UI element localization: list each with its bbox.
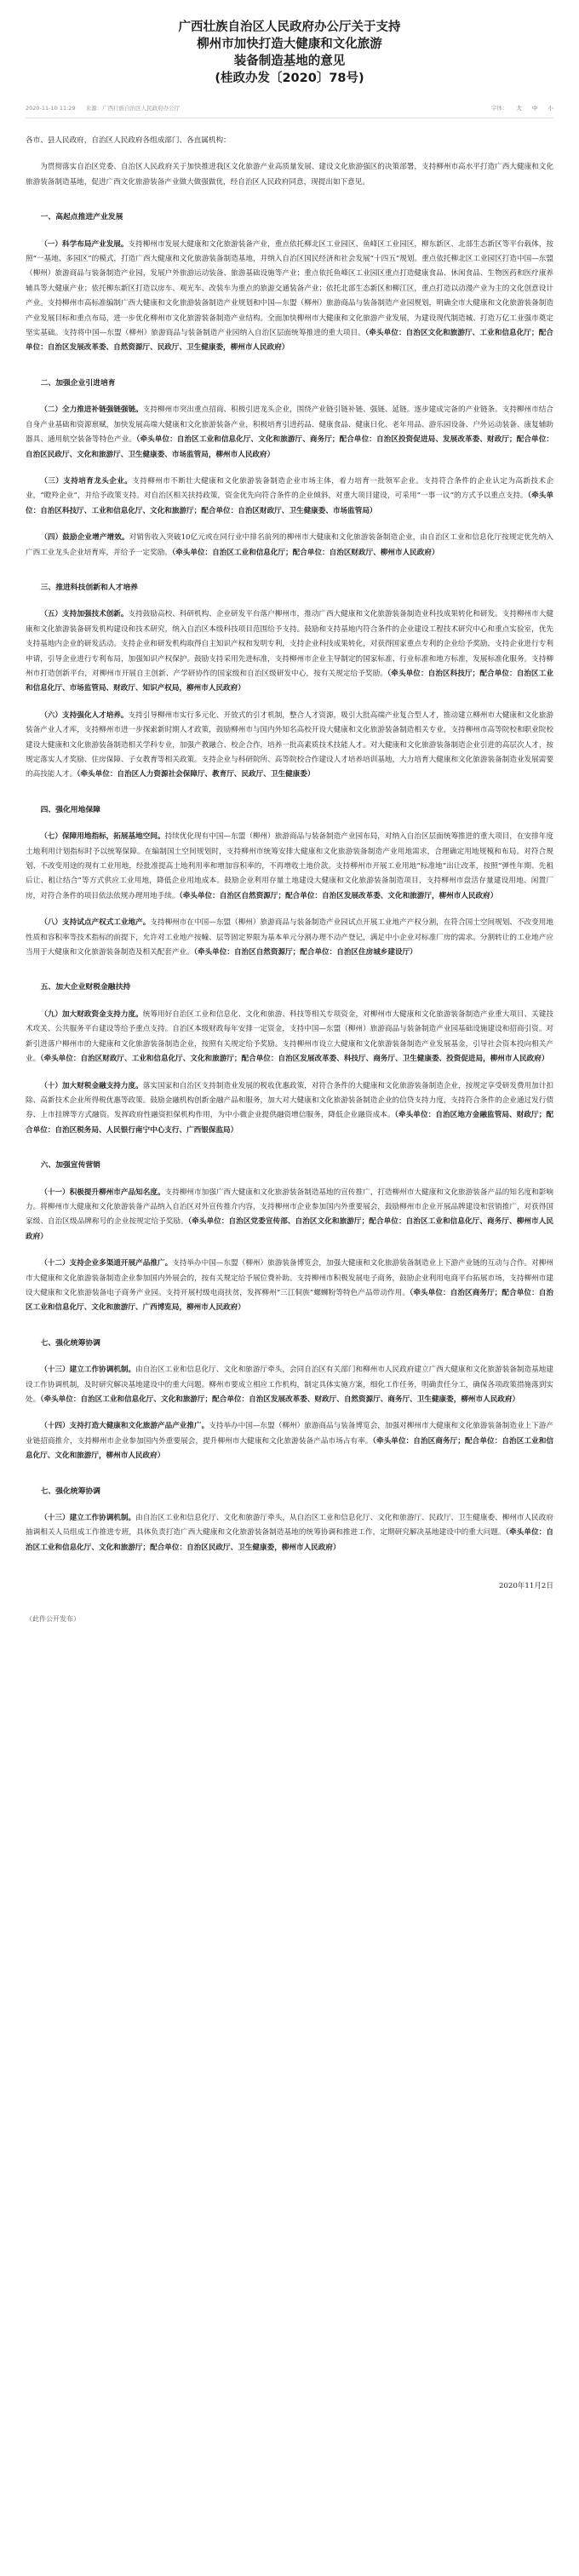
- section-heading: 一、高起点推进产业发展: [40, 213, 123, 222]
- clause-lead: （十二）支持企业多渠道开展产品推广。: [40, 1259, 173, 1268]
- responsible-units: （牵头单位：自治区商务厅；配合单位：自治区工业和信息化厅、文化和旅游厅、广西博览局，柳州市人民政府）: [26, 1288, 554, 1313]
- responsible-units: （牵头单位：自治区科技厅、工业和信息化厅、文化和旅游厅；配合单位：自治区财政厅、卫生健康委、市场监管局）: [26, 492, 554, 515]
- responsible-units: （牵头单位：自治区地方金融监管局、财政厅；配合单位：自治区税务局、人民银行南宁中心支行、广西银保监局）: [26, 1111, 553, 1135]
- responsible-units: （牵头单位：自治区工业和信息化厅；配合单位：自治区财政厅、柳州市人民政府）: [171, 548, 439, 557]
- doc-number: (桂政办发〔2020〕78号): [215, 72, 364, 85]
- section-heading: 七、强化统筹协调: [40, 1486, 100, 1496]
- clause-text: 支持引导柳州市实行多元化、开放式的引才机制，整合人才资源，吸引大批高端产业复合型人才，推动建立柳州市大健康和文化旅游装备产业人才库，支持柳州市进一步探索新时期人才政策，鼓励柳州市与国内外知名高校开设大健康和文化旅游装备制造相关专业，支持柳州市高等院校和职业院校建设大健康和文化旅游装备制造相关学科专业，加强产教融合、校企合作，培养一批高素质技术技能人才。对大健康和文化旅游装备制造企业引进的高层次人才，按规定落实人才奖励、住房保障、子女教育等相关政策。支持企业与科研院所、高等院校合作建设人才培养培训基地，大力培育大健康和文化旅游装备制造业发展需要的高技能人才。: [26, 710, 553, 779]
- clause-paragraph: [26, 607, 553, 696]
- clause-lead: （五）支持加强技术创新。: [40, 610, 129, 619]
- clause-paragraph: [26, 1511, 553, 1555]
- clause-paragraph: [26, 830, 553, 904]
- section-heading: 七、强化统筹协调: [40, 1338, 100, 1348]
- source-label: 来源：广西壮族自治区人民政府办公厅: [85, 105, 181, 112]
- clause-paragraph: [26, 403, 553, 463]
- clause-text: 支持柳州市发展大健康和文化旅游装备产业，重点依托柳北区工业园区、鱼峰区工业园区，柳东新区、北部生态新区等平台载体，按照“一基地、多园区”的模式，打造广西大健康和文化旅游装备制造基地，并纳入自治区国民经济和社会发展“十四五”规划。重点依托柳北区工业园区打造中国—东盟（柳州）旅游商品与装备制造产业园，发展户外旅游运动装备、旅游基础设施等产业；重点依托鱼峰区工业园区重点打造健康食品、休闲食品、生物医药和医疗康养辅具等大健康产业；依托柳东新区打造以房车、观光车、改装车为重点的旅游交通装备产业；依托北部生态新区和柳江区，重点打造以动漫产业为主的文化创意设计产业。支持柳州市高标准编制广西大健康和文化旅游装备制造产业规划和中国—东盟（柳州）旅游商品与装备制造产业园规划，明确全市大健康和文化旅游装备制造产业发展目标和重点布局，进一步优化柳州市文化旅游装备制造产业结构。全面加快柳州市大健康和文化旅游产业发展，为建设现代制造城、打造万亿工业强市奠定坚实基础。支持将中国—东盟（柳州）旅游商品与装备制造产业园纳入自治区层面统筹推进的重大项目。: [26, 239, 553, 338]
- clause-text: 支持柳州市加强广西大健康和文化旅游装备制造基地的宣传推广，打造柳州市大健康和文化旅游装备产品的知名度和影响力。将柳州市大健康和文化旅游装备产品纳入自治区对外宣传推介内容，支持柳州市企业参加国内外重要展会，鼓励柳州市企业开展品牌建设和营销推广，对获得国家级、自治区级品牌称号的企业按规定给予奖励。: [26, 1187, 553, 1227]
- clause-text: 对销售收入突破10亿元或在同行业中排名前列的柳州市大健康和文化旅游装备制造企业，由自治区工业和信息化厅按规定优先纳入广西工业龙头企业培育库，并给予一定奖励。: [26, 533, 553, 557]
- clause-lead: （六）支持强化人才培养。: [40, 710, 129, 720]
- clause-paragraph: [26, 1363, 553, 1407]
- clause-paragraph: [26, 709, 553, 783]
- clause-lead: （十三）建立工作协调机制。: [40, 1514, 136, 1523]
- clause-paragraph: [26, 1079, 553, 1139]
- font-size-medium-button[interactable]: 中: [531, 105, 538, 112]
- responsible-units: （牵头单位：自治区商务厅；配合单位：自治区工业和信息化厅、文化和旅游厅，柳州市人民政府）: [26, 1436, 553, 1461]
- title-line-1: 广西壮族自治区人民政府办公厅关于支持: [178, 20, 401, 34]
- section-heading: 五、加大企业财税金融扶持: [40, 983, 131, 992]
- clause-paragraph: [26, 474, 553, 519]
- clause-lead: （十）加大财税金融支持力度。: [40, 1081, 143, 1090]
- article-meta-bar: [26, 99, 553, 118]
- clause-paragraph: [26, 1256, 553, 1316]
- document-body: [26, 134, 553, 1626]
- section-heading: 六、加强宣传营销: [40, 1161, 100, 1170]
- clause-text: 统筹用好自治区工业和信息化、文化和旅游、科技等相关专项资金，对柳州市大健康和文化旅游装备制造产业重大项目、关键技术攻关、公共服务平台建设等给予重点支持。自治区本级财政每年安排一定资金，支持中国—东盟（柳州）旅游商品与装备制造产业园基础设施建设和招商引资。对新引进落户柳州市的大健康和文化旅游装备制造企业，按照有关规定给予奖励。支持柳州市设立大健康和文化旅游装备制造产业发展基金，引导社会资本投向相关产业。: [26, 1009, 553, 1064]
- clause-lead: （七）保障用地指标，拓展基地空间。: [40, 832, 165, 842]
- meta-left: [26, 104, 188, 112]
- clause-lead: （四）鼓励企业增产增效。: [40, 533, 129, 543]
- clause-lead: （九）加大财政资金支持力度。: [40, 1009, 143, 1019]
- responsible-units: （牵头单位：自治区党委宣传部、自治区文化和旅游厅；配合单位：自治区工业和信息化厅、商务厅、柳州市人民政府）: [26, 1217, 553, 1241]
- sign-date: 2020年11月2日: [498, 1582, 553, 1591]
- clause-text: 支持鼓励高校、科研机构、企业研发平台落户柳州市，推动广西大健康和文化旅游装备制造业科技成果转化和研发。支持柳州市大健康和文化旅游装备研发机构建设和技术研究，纳入自治区本级科技项目范围给予支持。鼓励和支持基地内符合条件的企业建设工程技术研究中心和重点实验室，优先支持基地内企业的研发活动。支持企业和研发机构取得自主知识产权和发明专利，支持企业科技成果转化，对获得国家重点专利的企业给予奖励，支持企业进行专利申请，引导企业进行专利布局，加强知识产权保护。鼓励支持采用先进标准，支持柳州市企业主导制定的国家标准、行业标准和地方标准，发展标准化服务。支持柳州市打造创新平台，对柳州市开展自主创新、产学研协作的国家级和自治区级研发中心，按有关规定给予奖励。: [26, 610, 553, 678]
- responsible-units: （牵头单位：自治区文化和旅游厅、工业和信息化厅；配合单位：自治区发展改革委、自然资源厅、民政厅、卫生健康委，柳州市人民政府）: [26, 329, 553, 353]
- clause-text: 由自治区工业和信息化厅、文化和旅游厅牵头，会同自治区有关部门和柳州市人民政府建立广西大健康和文化旅游装备制造基地建设工作协调机制，及时研究解决基地建设中的重大问题。柳州市要成立相应工作机构，制定具体实施方案，细化工作任务，明确责任分工，确保各项政策措施落到实处。: [26, 1366, 553, 1404]
- publication-note: （此件公开发布）: [26, 1614, 80, 1623]
- clause-text: 支持举办中国—东盟（柳州）旅游商品与装备博览会，加强对柳州市大健康和文化旅游装备制造业上下游产业链招商推介，支持柳州市企业参加国内外重要展会，提升柳州市大健康和文化旅游装备产品市场占有率。: [26, 1422, 553, 1446]
- responsible-units: （牵头单位：自治区人力资源社会保障厅、教育厅、民政厅、卫生健康委）: [77, 770, 315, 779]
- clause-paragraph: [26, 1419, 553, 1463]
- font-size-label: 字体：: [490, 105, 508, 112]
- clause-lead: （十一）积极提升柳州市产品知名度。: [40, 1187, 165, 1197]
- clause-lead: （十三）建立工作协调机制。: [40, 1366, 136, 1375]
- section-heading: 四、强化用地保障: [40, 805, 100, 814]
- document-title: [26, 19, 553, 87]
- clause-text: 由自治区工业和信息化厅、文化和旅游厅牵头，从自治区工业和信息化厅、文化和旅游厅、民政厅、卫生健康委、柳州市人民政府抽调相关人员组成工作推进专班，具体负责打造广西大健康和文化旅游装备制造基地的统筹协调和推进工作，定期研究解决基地建设中的重大问题。: [26, 1514, 553, 1538]
- clause-lead: （十四）支持打造大健康和文化旅游产品产业推广。: [40, 1422, 209, 1431]
- clause-text: 落实国家和自治区支持制造业发展的税收优惠政策，对符合条件的大健康和文化旅游装备制造企业，按规定享受研发费用加计扣除、高新技术企业所得税优惠等政策。鼓励金融机构创新金融产品和服务，加大对大健康和文化旅游装备制造企业的信贷支持力度，支持符合条件的企业通过发行债券、上市挂牌等方式融资。发挥政府性融资担保机构作用，为中小微企业提供融资增信服务，降低企业融资成本。: [26, 1081, 553, 1120]
- section-heading: 二、加强企业引进培育: [40, 378, 116, 388]
- publish-date: 2020-11-10 11:29: [26, 105, 76, 112]
- clause-lead: （一）科学布局产业发展。: [40, 239, 129, 249]
- clause-paragraph: [26, 1008, 553, 1067]
- title-line-2: 柳州市加快打造大健康和文化旅游: [197, 37, 382, 51]
- clause-lead: （八）支持试点产权式工业地产。: [40, 918, 151, 928]
- responsible-units: （牵头单位：自治区自然资源厅；配合单位：自治区住房城乡建设厅）: [193, 948, 417, 957]
- clause-paragraph: [26, 238, 553, 356]
- responsible-units: （牵头单位：自治区自然资源厅；配合单位：自治区发展改革委、文化和旅游厅，柳州市人民政府）: [179, 891, 498, 900]
- clause-lead: （二）全力推进补链强链强链。: [40, 405, 143, 415]
- addressee: 各市、县人民政府，自治区人民政府各组成部门、各直属机构：: [26, 136, 231, 145]
- clause-text: 支持举办中国—东盟（柳州）旅游装备博览会，加强大健康和文化旅游装备制造业上下游产业链的互动与合作。对柳州市大健康和文化旅游装备制造企业参加国内外展会的，按有关规定给予展位费补助。支持柳州市积极发展电子商务，鼓励企业利用电商平台拓展市场，支持柳州市建设大健康和文化旅游装备电子商务产业园。支持开展村级电商扶贫，发挥柳州“三江侗族”螺蛳粉等特色产品带动作用。: [26, 1259, 553, 1297]
- intro-paragraph: 为贯彻落实自治区党委、自治区人民政府关于加快推进我区文化旅游产业高质量发展、建设文化旅游强区的决策部署，支持柳州市高水平打造广西大健康和文化旅游装备制造基地，促进广西文化旅游装备产业做大做强做优，经自治区人民政府同意，现提出如下意见。: [26, 163, 553, 187]
- clause-text: 持续优化现有中国—东盟（柳州）旅游商品与装备制造产业园布局，对纳入自治区层面统筹推进的重大项目，在安排年度土地利用计划指标时予以统筹保障。在编制国土空间规划时，支持柳州市统筹安排大健康和文化旅游装备制造产业用地需求，合理确定用地规模和布局。对符合规划、不改变用途的现有工业用地，经批准提高土地利用率和增加容积率的，不再增收土地价款。支持柳州市开展工业用地“标准地”出让改革，按照“弹性年期、先租后让、租让结合”等方式供应工业用地，降低企业用地成本。鼓励企业利用存量土地建设大健康和文化旅游装备制造项目，支持柳州市盘活存量建设用地、闲置厂房，对符合条件的项目依法依规办理用地手续。: [26, 832, 553, 900]
- font-size-small-button[interactable]: 小: [547, 105, 553, 112]
- font-size-large-button[interactable]: 大: [516, 105, 522, 112]
- clause-paragraph: [26, 531, 553, 561]
- section-heading: 三、推进科技创新和人才培养: [40, 583, 138, 592]
- title-line-3: 装备制造基地的意见: [233, 55, 346, 68]
- clause-paragraph: [26, 1186, 553, 1245]
- clause-text: 支持柳州市不断壮大健康和文化旅游装备制造企业市场主体，着力培育一批领军企业。支持符合条件的企业认定为高新技术企业，“瞪羚企业”，并给予政策支持。对自治区相关扶持政策，资金优先向符合条件的企业倾斜，对重大项目建设，可采用“一事一议”的方式予以重点支持。: [26, 476, 553, 501]
- clause-paragraph: [26, 916, 553, 960]
- sections-container: [26, 210, 553, 1555]
- font-size-controls: [483, 104, 553, 112]
- responsible-units: （牵头单位：自治区财政厅、工业和信息化厅、文化和旅游厅；配合单位：自治区发展改革委、科技厅、商务厅、卫生健康委、投资促进局，柳州市人民政府）: [40, 1055, 549, 1064]
- clause-text: 支持柳州市突出重点招商、积极引进龙头企业，围绕产业链引链补链、强链、延链。逐步建成完备的产业链条。支持柳州市结合自身产业基础和资源禀赋，加快发展高端大健康和文化旅游装备产业，积极培育引进药品、健康食品、健康日化、老年用品、游乐园设备、户外运动装备、康复辅助器具、通用航空装备等特色产业。: [26, 405, 553, 445]
- clause-lead: （三）支持培育龙头企业。: [40, 476, 133, 486]
- clause-text: 支持柳州市在中国—东盟（柳州）旅游商品与装备制造产业园试点开展工业地产产权分割，在符合国土空间规划、不改变用地性质和容积率等技术指标的前提下，允许对工业地产按幢、层等固定界限为基本单元分割办理不动产登记，满足中小企业对标准厂房的需求。分割转让的工业地产应当用于大健康和文化旅游装备制造及相关配套产业。: [26, 918, 553, 957]
- responsible-units: （牵头单位：自治区工业和信息化厅、文化和旅游厅、商务厅；配合单位：自治区投资促进局、发展改革委、财政厅；配合单位：自治区民政厅、文化和旅游厅、卫生健康委、市场监管局，柳州市人民政府）: [26, 435, 553, 459]
- responsible-units: （牵头单位：自治区工业和信息化厅、文化和旅游厅；配合单位：自治区发展改革委、财政厅、自然资源厅、商务厅、卫生健康委，柳州市人民政府）: [40, 1395, 520, 1404]
- responsible-units: （牵头单位：自治区科技厅；配合单位：自治区工业和信息化厅、市场监管局、财政厅、知识产权局，柳州市人民政府）: [26, 669, 553, 693]
- responsible-units: （牵头单位：自治区工业和信息化厅、文化和旅游厅；配合单位：自治区民政厅、卫生健康委，柳州市人民政府）: [26, 1528, 553, 1552]
